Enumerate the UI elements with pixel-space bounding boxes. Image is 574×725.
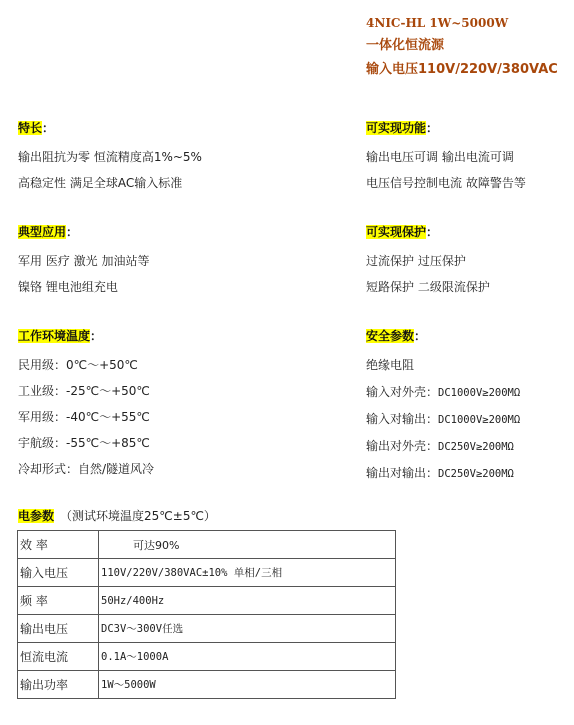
temperature-item: 军用级：-40℃～+55℃ — [18, 410, 150, 424]
electrical-section — [18, 506, 216, 526]
features-item: 高稳定性 满足全球AC输入标准 — [18, 176, 183, 190]
protection-item: 短路保护 二级限流保护 — [366, 280, 490, 294]
temperature-item: 冷却形式：自然/隧道风冷 — [18, 462, 155, 476]
functions-item: 输出电压可调 输出电流可调 — [366, 150, 514, 164]
param-value: 0.1A～1000A — [99, 643, 396, 671]
param-key: 输入电压 — [18, 559, 99, 587]
safety-heading: 安全参数： — [366, 329, 427, 343]
param-value: 1W～5000W — [99, 671, 396, 699]
safety-item: 输出对外壳：DC250V≥200MΩ — [366, 439, 514, 453]
temperature-item: 民用级：0℃～+50℃ — [18, 358, 138, 372]
param-key: 输出功率 — [18, 671, 99, 699]
protection-item: 过流保护 过压保护 — [366, 254, 466, 268]
param-value: DC3V～300V任选 — [99, 615, 396, 643]
functions-heading: 可实现功能： — [366, 121, 439, 135]
safety-item: 输出对输出：DC250V≥200MΩ — [366, 466, 514, 480]
temperature-item: 宇航级：-55℃～+85℃ — [18, 436, 150, 450]
param-value: 50Hz/400Hz — [99, 587, 396, 615]
applications-section — [18, 222, 149, 300]
safety-item: 输入对外壳：DC1000V≥200MΩ — [366, 385, 521, 399]
table-row — [18, 587, 396, 615]
input-voltage-line: 输入电压110V/220V/380VAC — [366, 62, 558, 77]
table-row — [18, 559, 396, 587]
product-title: 一体化恒流源 — [366, 38, 445, 53]
temperature-item: 工业级：-25℃～+50℃ — [18, 384, 150, 398]
safety-item: 输入对输出：DC1000V≥200MΩ — [366, 412, 521, 426]
features-item: 输出阻抗为零 恒流精度高1%~5% — [18, 150, 202, 164]
temperature-heading: 工作环境温度： — [18, 329, 103, 343]
electrical-note: （测试环境温度25℃±5℃） — [60, 509, 216, 523]
param-value: 可达90% — [99, 531, 396, 559]
safety-item: 绝缘电阻 — [366, 358, 415, 372]
electrical-params-table — [17, 530, 396, 699]
table-row — [18, 615, 396, 643]
applications-item: 军用 医疗 激光 加油站等 — [18, 254, 150, 268]
table-row — [18, 671, 396, 699]
temperature-section — [18, 326, 154, 482]
electrical-heading: 电参数 （测试环境温度25℃±5℃） — [18, 509, 216, 523]
table-row — [18, 531, 396, 559]
param-key: 恒流电流 — [18, 643, 99, 671]
product-header — [366, 12, 558, 82]
model-line: 4NIC-HL 1W~5000W — [366, 16, 509, 30]
protection-section — [366, 222, 490, 300]
functions-item: 电压信号控制电流 故障警告等 — [366, 176, 526, 190]
param-key: 输出电压 — [18, 615, 99, 643]
features-heading: 特长： — [18, 121, 55, 135]
applications-item: 镍铬 锂电池组充电 — [18, 280, 118, 294]
applications-heading: 典型应用： — [18, 225, 79, 239]
protection-heading: 可实现保护： — [366, 225, 439, 239]
safety-section — [366, 326, 520, 487]
param-value: 110V/220V/380VAC±10% 单相/三相 — [99, 559, 396, 587]
param-key: 效 率 — [18, 531, 99, 559]
param-key: 频 率 — [18, 587, 99, 615]
table-row — [18, 643, 396, 671]
functions-section — [366, 118, 526, 196]
features-section — [18, 118, 202, 196]
